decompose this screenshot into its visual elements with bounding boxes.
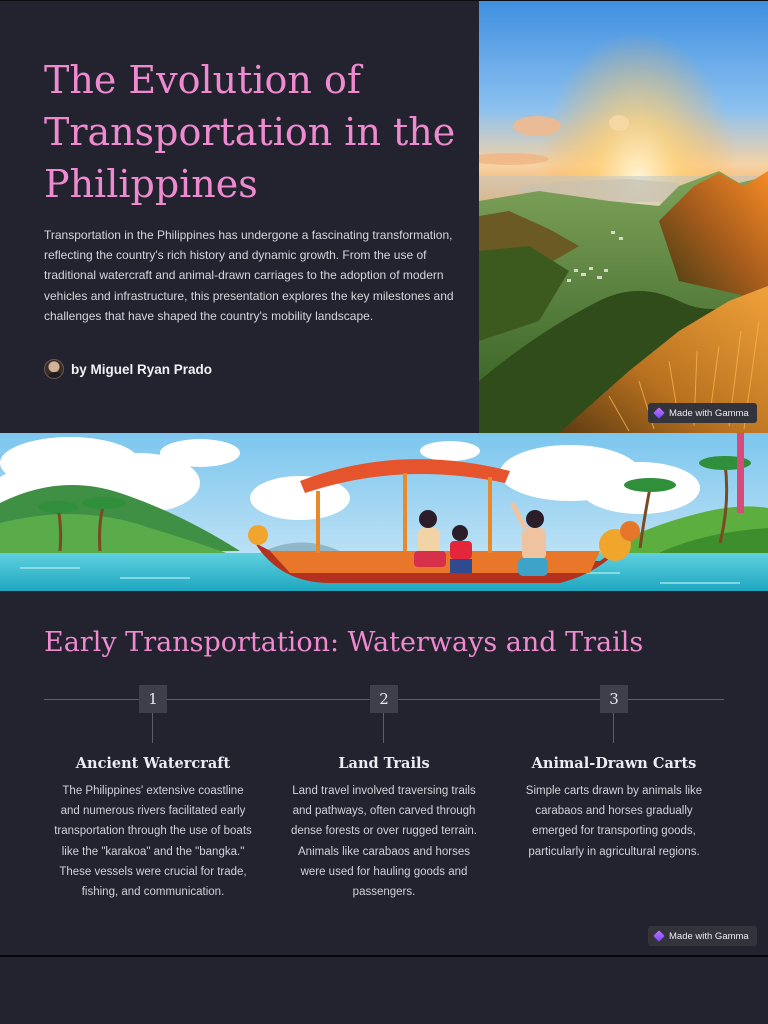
step-description: The Philippines' extensive coastline and numerous rivers facilitated early transportation through the use of boats like the "karakoa" and the "bangka." These vessels were crucial for trade, fishing, and communication. [54, 785, 252, 899]
section-title: Early Transportation: Waterways and Trails [44, 627, 644, 658]
made-with-gamma-badge[interactable] [648, 403, 757, 423]
step-title: Ancient Watercraft [75, 755, 231, 772]
step-title: Animal-Drawn Carts [531, 755, 697, 772]
avatar [44, 359, 64, 379]
title-slide-content [0, 1, 479, 433]
page-title: The Evolution of Transportation in the Philippines [44, 58, 456, 206]
step-description: Simple carts drawn by animals like carabaos and horses gradually emerged for transporting goods, particularly in agricultural regions. [525, 785, 703, 858]
step-title: Land Trails [338, 755, 430, 772]
made-with-gamma-badge[interactable] [648, 926, 757, 946]
landscape-photo [479, 1, 768, 433]
boat-illustration [0, 433, 768, 591]
early-transportation-slide [0, 433, 768, 955]
step-connector [613, 713, 614, 743]
step-number-badge: 2 [370, 685, 398, 713]
step-number-badge: 1 [139, 685, 167, 713]
badge-label: Made with Gamma [669, 930, 749, 942]
badge-label: Made with Gamma [669, 407, 749, 419]
author-byline [44, 359, 212, 379]
step-connector [383, 713, 384, 743]
step-description: Land travel involved traversing trails and pathways, often carved through dense forests or over rugged terrain. Animals like carabaos and horses were used for hauling goods and passengers. [290, 785, 478, 899]
step-connector [152, 713, 153, 743]
title-slide [0, 1, 768, 433]
author-name: by Miguel Ryan Prado [71, 361, 213, 377]
gamma-logo-icon [653, 930, 664, 941]
gamma-logo-icon [653, 407, 664, 418]
intro-paragraph: Transportation in the Philippines has undergone a fascinating transformation, reflecting the country's rich history and dynamic growth. From the use of traditional watercraft and animal-drawn carriages to the adoption of modern vehicles and infrastructure, this presentation explores the key milestones and challenges that have shaped the country's mobility landscape. [44, 228, 454, 323]
step-number-badge: 3 [600, 685, 628, 713]
next-slide-area [0, 957, 768, 1024]
